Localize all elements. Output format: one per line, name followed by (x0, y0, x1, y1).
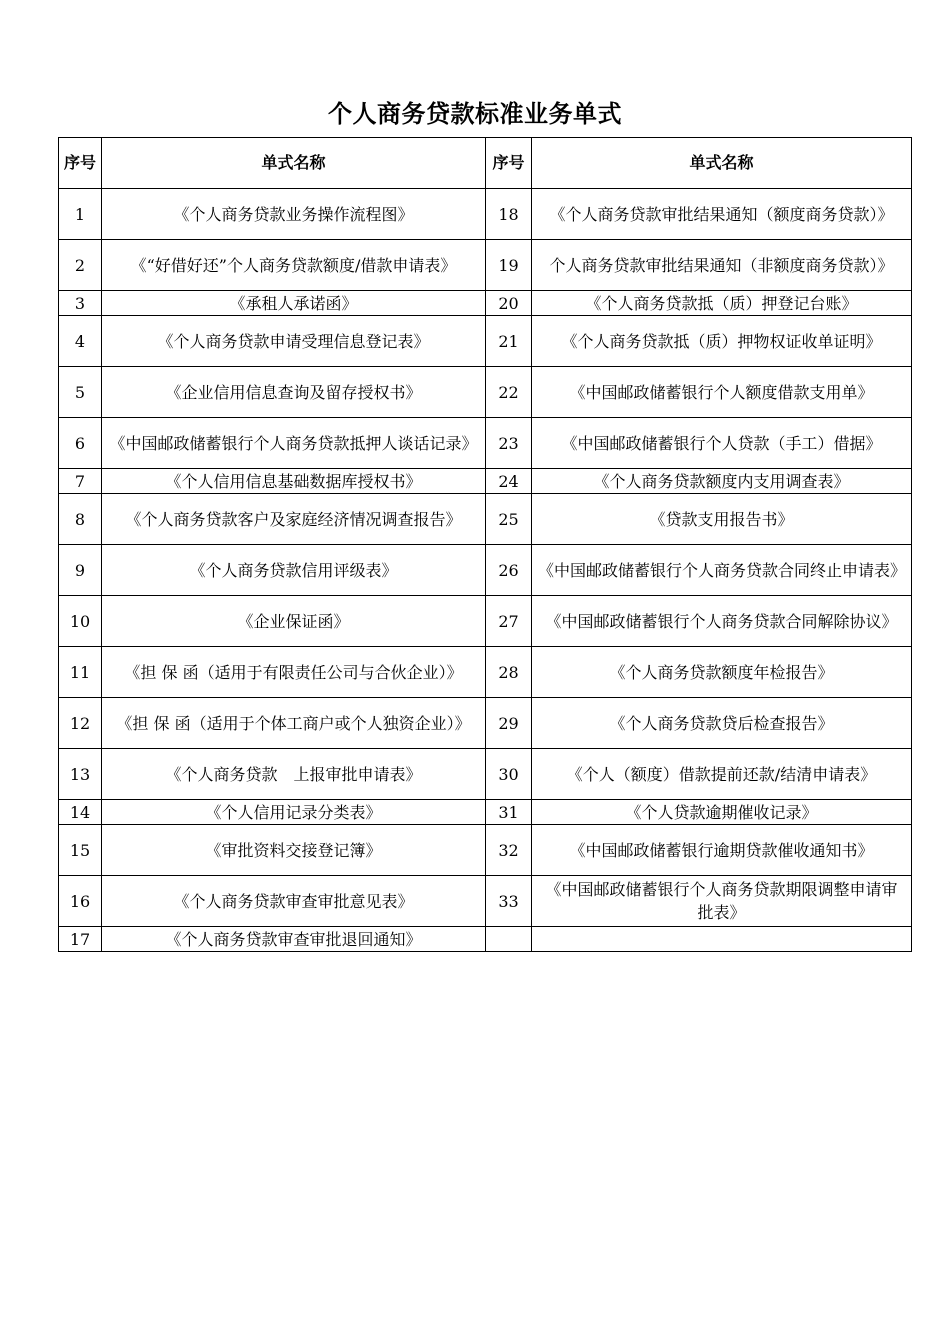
row-no-right: 26 (486, 545, 532, 596)
table-row (59, 240, 912, 291)
row-name-left: 《企业信用信息查询及留存授权书》 (102, 367, 486, 418)
row-name-left: 《承租人承诺函》 (102, 291, 486, 316)
row-no-left: 4 (59, 316, 102, 367)
row-name-left: 《担 保 函（适用于有限责任公司与合伙企业）》 (102, 647, 486, 698)
table-row (59, 494, 912, 545)
row-name-left: 《企业保证函》 (102, 596, 486, 647)
table-row (59, 647, 912, 698)
row-name-left: 《个人商务贷款信用评级表》 (102, 545, 486, 596)
row-no-right: 32 (486, 825, 532, 876)
row-no-right (486, 927, 532, 952)
row-name-right: 《个人商务贷款额度年检报告》 (532, 647, 912, 698)
row-name-right: 《中国邮政储蓄银行个人商务贷款合同终止申请表》 (532, 545, 912, 596)
table-row (59, 698, 912, 749)
row-name-left: 《个人商务贷款申请受理信息登记表》 (102, 316, 486, 367)
row-name-right: 《个人贷款逾期催收记录》 (532, 800, 912, 825)
table-row (59, 189, 912, 240)
row-name-right: 《贷款支用报告书》 (532, 494, 912, 545)
row-name-left: 《个人商务贷款审查审批意见表》 (102, 876, 486, 927)
row-no-left: 17 (59, 927, 102, 952)
row-no-left: 11 (59, 647, 102, 698)
table-row (59, 800, 912, 825)
row-no-left: 14 (59, 800, 102, 825)
row-no-left: 8 (59, 494, 102, 545)
row-no-left: 5 (59, 367, 102, 418)
row-no-right: 25 (486, 494, 532, 545)
header-name-left: 单式名称 (102, 138, 486, 189)
row-name-left: 《个人信用信息基础数据库授权书》 (102, 469, 486, 494)
row-no-right: 28 (486, 647, 532, 698)
row-name-left: 《审批资料交接登记簿》 (102, 825, 486, 876)
row-name-right: 《中国邮政储蓄银行个人商务贷款期限调整申请审批表》 (532, 876, 912, 927)
row-name-right: 《个人商务贷款贷后检查报告》 (532, 698, 912, 749)
table-row (59, 367, 912, 418)
row-name-right: 《中国邮政储蓄银行逾期贷款催收通知书》 (532, 825, 912, 876)
table-row (59, 545, 912, 596)
row-no-right: 22 (486, 367, 532, 418)
row-no-right: 31 (486, 800, 532, 825)
row-no-right: 19 (486, 240, 532, 291)
document-title: 个人商务贷款标准业务单式 (328, 99, 622, 128)
row-no-right: 24 (486, 469, 532, 494)
row-name-left: 《个人商务贷款业务操作流程图》 (102, 189, 486, 240)
row-name-left: 《“好借好还”个人商务贷款额度/借款申请表》 (102, 240, 486, 291)
table-header-row (59, 138, 912, 189)
row-name-right: 《中国邮政储蓄银行个人商务贷款合同解除协议》 (532, 596, 912, 647)
row-no-right: 23 (486, 418, 532, 469)
row-name-right: 《个人商务贷款抵（质）押物权证收单证明》 (532, 316, 912, 367)
header-no-left: 序号 (59, 138, 102, 189)
row-no-right: 27 (486, 596, 532, 647)
row-name-right: 个人商务贷款审批结果通知（非额度商务贷款）》 (532, 240, 912, 291)
table-row (59, 291, 912, 316)
row-name-right: 《中国邮政储蓄银行个人贷款（手工）借据》 (532, 418, 912, 469)
table-row (59, 825, 912, 876)
row-no-left: 13 (59, 749, 102, 800)
table-row (59, 316, 912, 367)
header-no-right: 序号 (486, 138, 532, 189)
row-no-right: 30 (486, 749, 532, 800)
row-no-left: 2 (59, 240, 102, 291)
row-no-left: 9 (59, 545, 102, 596)
row-name-left: 《中国邮政储蓄银行个人商务贷款抵押人谈话记录》 (102, 418, 486, 469)
row-no-left: 12 (59, 698, 102, 749)
row-no-left: 10 (59, 596, 102, 647)
table-row (59, 596, 912, 647)
row-name-right: 《个人商务贷款额度内支用调查表》 (532, 469, 912, 494)
row-no-right: 29 (486, 698, 532, 749)
row-name-right: 《个人（额度）借款提前还款/结清申请表》 (532, 749, 912, 800)
row-no-right: 21 (486, 316, 532, 367)
table-row (59, 749, 912, 800)
row-no-left: 6 (59, 418, 102, 469)
row-name-right: 《个人商务贷款抵（质）押登记台账》 (532, 291, 912, 316)
row-no-right: 33 (486, 876, 532, 927)
header-name-right: 单式名称 (532, 138, 912, 189)
row-name-left: 《担 保 函（适用于个体工商户或个人独资企业）》 (102, 698, 486, 749)
row-no-right: 18 (486, 189, 532, 240)
row-no-left: 16 (59, 876, 102, 927)
table-row (59, 418, 912, 469)
row-name-right: 《中国邮政储蓄银行个人额度借款支用单》 (532, 367, 912, 418)
table-row (59, 927, 912, 952)
row-no-right: 20 (486, 291, 532, 316)
table-row (59, 469, 912, 494)
table-row (59, 876, 912, 927)
row-name-right (532, 927, 912, 952)
form-list-table (58, 137, 912, 952)
row-name-left: 《个人商务贷款 上报审批申请表》 (102, 749, 486, 800)
row-no-left: 3 (59, 291, 102, 316)
row-no-left: 7 (59, 469, 102, 494)
row-name-left: 《个人商务贷款审查审批退回通知》 (102, 927, 486, 952)
row-no-left: 1 (59, 189, 102, 240)
row-name-left: 《个人商务贷款客户及家庭经济情况调查报告》 (102, 494, 486, 545)
row-no-left: 15 (59, 825, 102, 876)
row-name-left: 《个人信用记录分类表》 (102, 800, 486, 825)
row-name-right: 《个人商务贷款审批结果通知（额度商务贷款）》 (532, 189, 912, 240)
